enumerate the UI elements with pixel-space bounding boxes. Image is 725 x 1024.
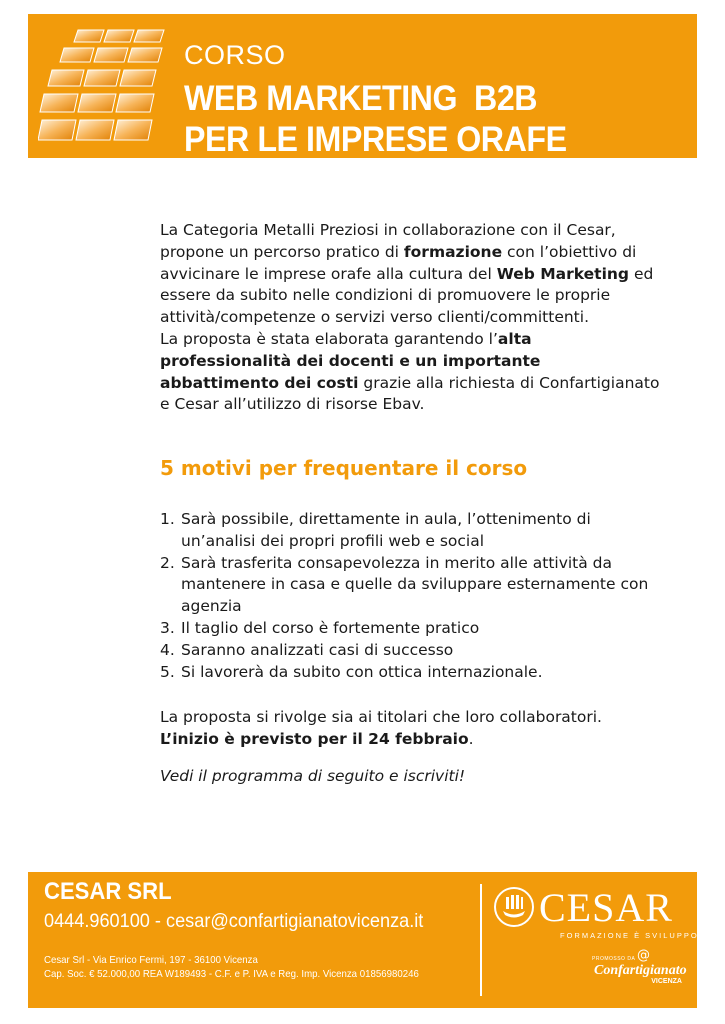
intro-section [160, 220, 660, 416]
closing-text: La proposta si rivolge sia ai titolari che loro collaboratori. [160, 708, 602, 726]
list-text: Sarà trasferita consapevolezza in merito alle attività da mantenere in casa e quelle da sviluppare esternamente con agenzia [181, 553, 649, 616]
intro-text: grazie alla richiesta di Confartigianato e Cesar all’utilizzo di risorse Ebav. [160, 373, 660, 414]
footer-banner [28, 872, 697, 1008]
list-item [160, 618, 660, 640]
footer-legal: Cap. Soc. € 52.000,00 REA W189493 - C.F. e P. IVA e Reg. Imp. Vicenza 01856980246 [44, 968, 419, 980]
start-date-text: L’inizio è previsto per il 24 febbraio [160, 730, 469, 748]
course-title [184, 78, 567, 160]
list-item [160, 509, 660, 553]
list-text: Il taglio del corso è fortemente pratico [181, 618, 480, 637]
closing-paragraph [160, 706, 660, 750]
list-text: Sarà possibile, direttamente in aula, l’ottenimento di un’analisi dei propri profili web e social [181, 510, 591, 550]
gold-bars-icon [38, 28, 166, 148]
promo-city: VICENZA [651, 978, 682, 985]
intro-bold-highlight: alta professionalità dei docenti e un importante abbattimento dei costi [160, 329, 541, 392]
intro-text: La proposta è stata elaborata garantendo l’ [160, 329, 498, 348]
intro-text: con l’obiettivo di avvicinare le imprese orafe alla cultura del [160, 242, 637, 283]
footer-divider [480, 884, 482, 996]
list-number: 3. [160, 618, 175, 637]
list-number: 1. [160, 510, 175, 528]
course-kicker: CORSO [184, 40, 286, 70]
promo-name: Confartigianato [594, 963, 687, 978]
list-item [160, 662, 660, 684]
list-number: 2. [160, 553, 175, 572]
footer-address: Cesar Srl - Via Enrico Fermi, 197 - 36100 Vicenza [44, 954, 258, 966]
call-to-action: Vedi il programma di seguito e iscriviti! [160, 767, 466, 785]
ship-logo-icon [493, 886, 535, 928]
list-item [160, 640, 660, 662]
motivi-list [160, 509, 660, 683]
cesar-logo-tagline: FORMAZIONE È SVILUPPO [560, 931, 699, 940]
list-item [160, 553, 660, 618]
title-line-1: WEB MARKETING B2B [184, 79, 538, 118]
promo-label: PROMOSSO DA [592, 956, 636, 962]
at-icon: @ [637, 948, 650, 963]
intro-bold-web-marketing: Web Marketing [496, 264, 630, 283]
footer-contact[interactable]: 0444.960100 - cesar@confartigianatovicenza.it [44, 910, 424, 932]
list-number: 5. [160, 662, 175, 681]
footer-company: CESAR SRL [44, 878, 172, 905]
header-banner [28, 14, 697, 158]
motivi-heading: 5 motivi per frequentare il corso [160, 456, 528, 480]
list-text: Saranno analizzati casi di successo [181, 640, 454, 659]
confartigianato-logo [592, 950, 692, 986]
closing-period: . [468, 730, 474, 748]
cesar-logo-name: CESAR [539, 885, 673, 930]
intro-text: La Categoria Metalli Preziosi in collaborazione con il Cesar, propone un percorso pratico di [160, 221, 616, 261]
intro-bold-formazione: formazione [403, 242, 503, 261]
intro-text: ed essere da subito nelle condizioni di promuovere le proprie attività/competenze o servizi verso clienti/committenti. [160, 264, 654, 327]
list-number: 4. [160, 640, 175, 659]
list-text: Si lavorerà da subito con ottica internazionale. [181, 662, 543, 681]
intro-paragraph [160, 220, 660, 416]
title-line-2: PER LE IMPRESE ORAFE [184, 120, 567, 159]
